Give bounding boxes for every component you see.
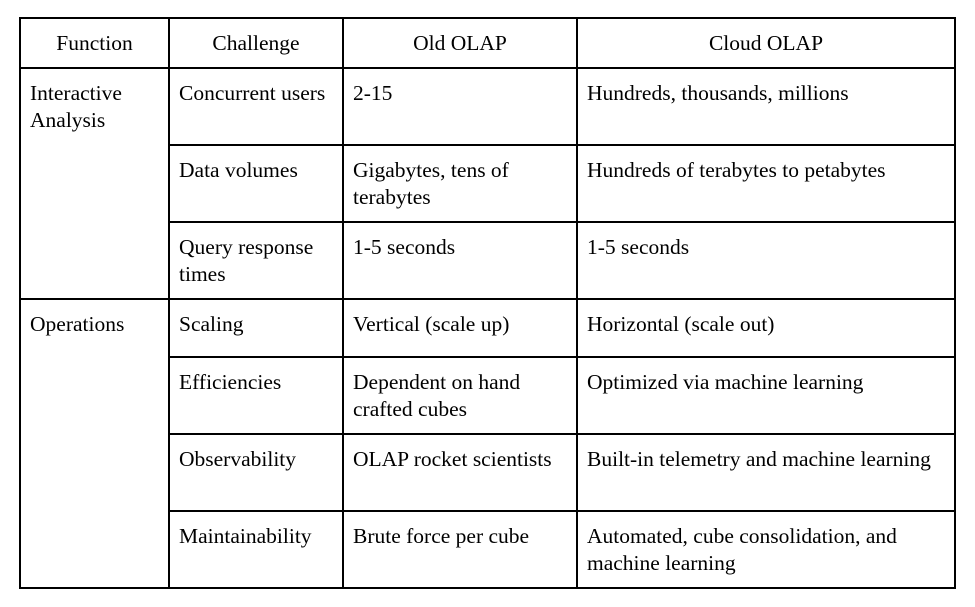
old-olap-cell: Gigabytes, tens of terabytes: [343, 145, 577, 222]
header-function: Function: [20, 18, 169, 68]
cloud-olap-cell: Automated, cube consolidation, and machine learning: [577, 511, 955, 588]
function-cell: Interactive Analysis: [20, 68, 169, 299]
challenge-cell: Efficiencies: [169, 357, 343, 434]
challenge-cell: Observability: [169, 434, 343, 511]
table-row: [20, 68, 955, 145]
old-olap-cell: 1-5 seconds: [343, 222, 577, 299]
cloud-olap-cell: 1-5 seconds: [577, 222, 955, 299]
challenge-cell: Data volumes: [169, 145, 343, 222]
cloud-olap-cell: Built-in telemetry and machine learning: [577, 434, 955, 511]
header-challenge: Challenge: [169, 18, 343, 68]
header-old-olap: Old OLAP: [343, 18, 577, 68]
old-olap-cell: Brute force per cube: [343, 511, 577, 588]
old-olap-cell: 2-15: [343, 68, 577, 145]
function-cell: Operations: [20, 299, 169, 588]
challenge-cell: Query response times: [169, 222, 343, 299]
challenge-cell: Concurrent users: [169, 68, 343, 145]
cloud-olap-cell: Hundreds, thousands, millions: [577, 68, 955, 145]
challenge-cell: Maintainability: [169, 511, 343, 588]
cloud-olap-cell: Hundreds of terabytes to petabytes: [577, 145, 955, 222]
olap-comparison-table: [19, 17, 956, 589]
old-olap-cell: Dependent on hand crafted cubes: [343, 357, 577, 434]
header-row: [20, 18, 955, 68]
cloud-olap-cell: Optimized via machine learning: [577, 357, 955, 434]
old-olap-cell: OLAP rocket scientists: [343, 434, 577, 511]
table-row: [20, 299, 955, 357]
old-olap-cell: Vertical (scale up): [343, 299, 577, 357]
challenge-cell: Scaling: [169, 299, 343, 357]
header-cloud-olap: Cloud OLAP: [577, 18, 955, 68]
cloud-olap-cell: Horizontal (scale out): [577, 299, 955, 357]
